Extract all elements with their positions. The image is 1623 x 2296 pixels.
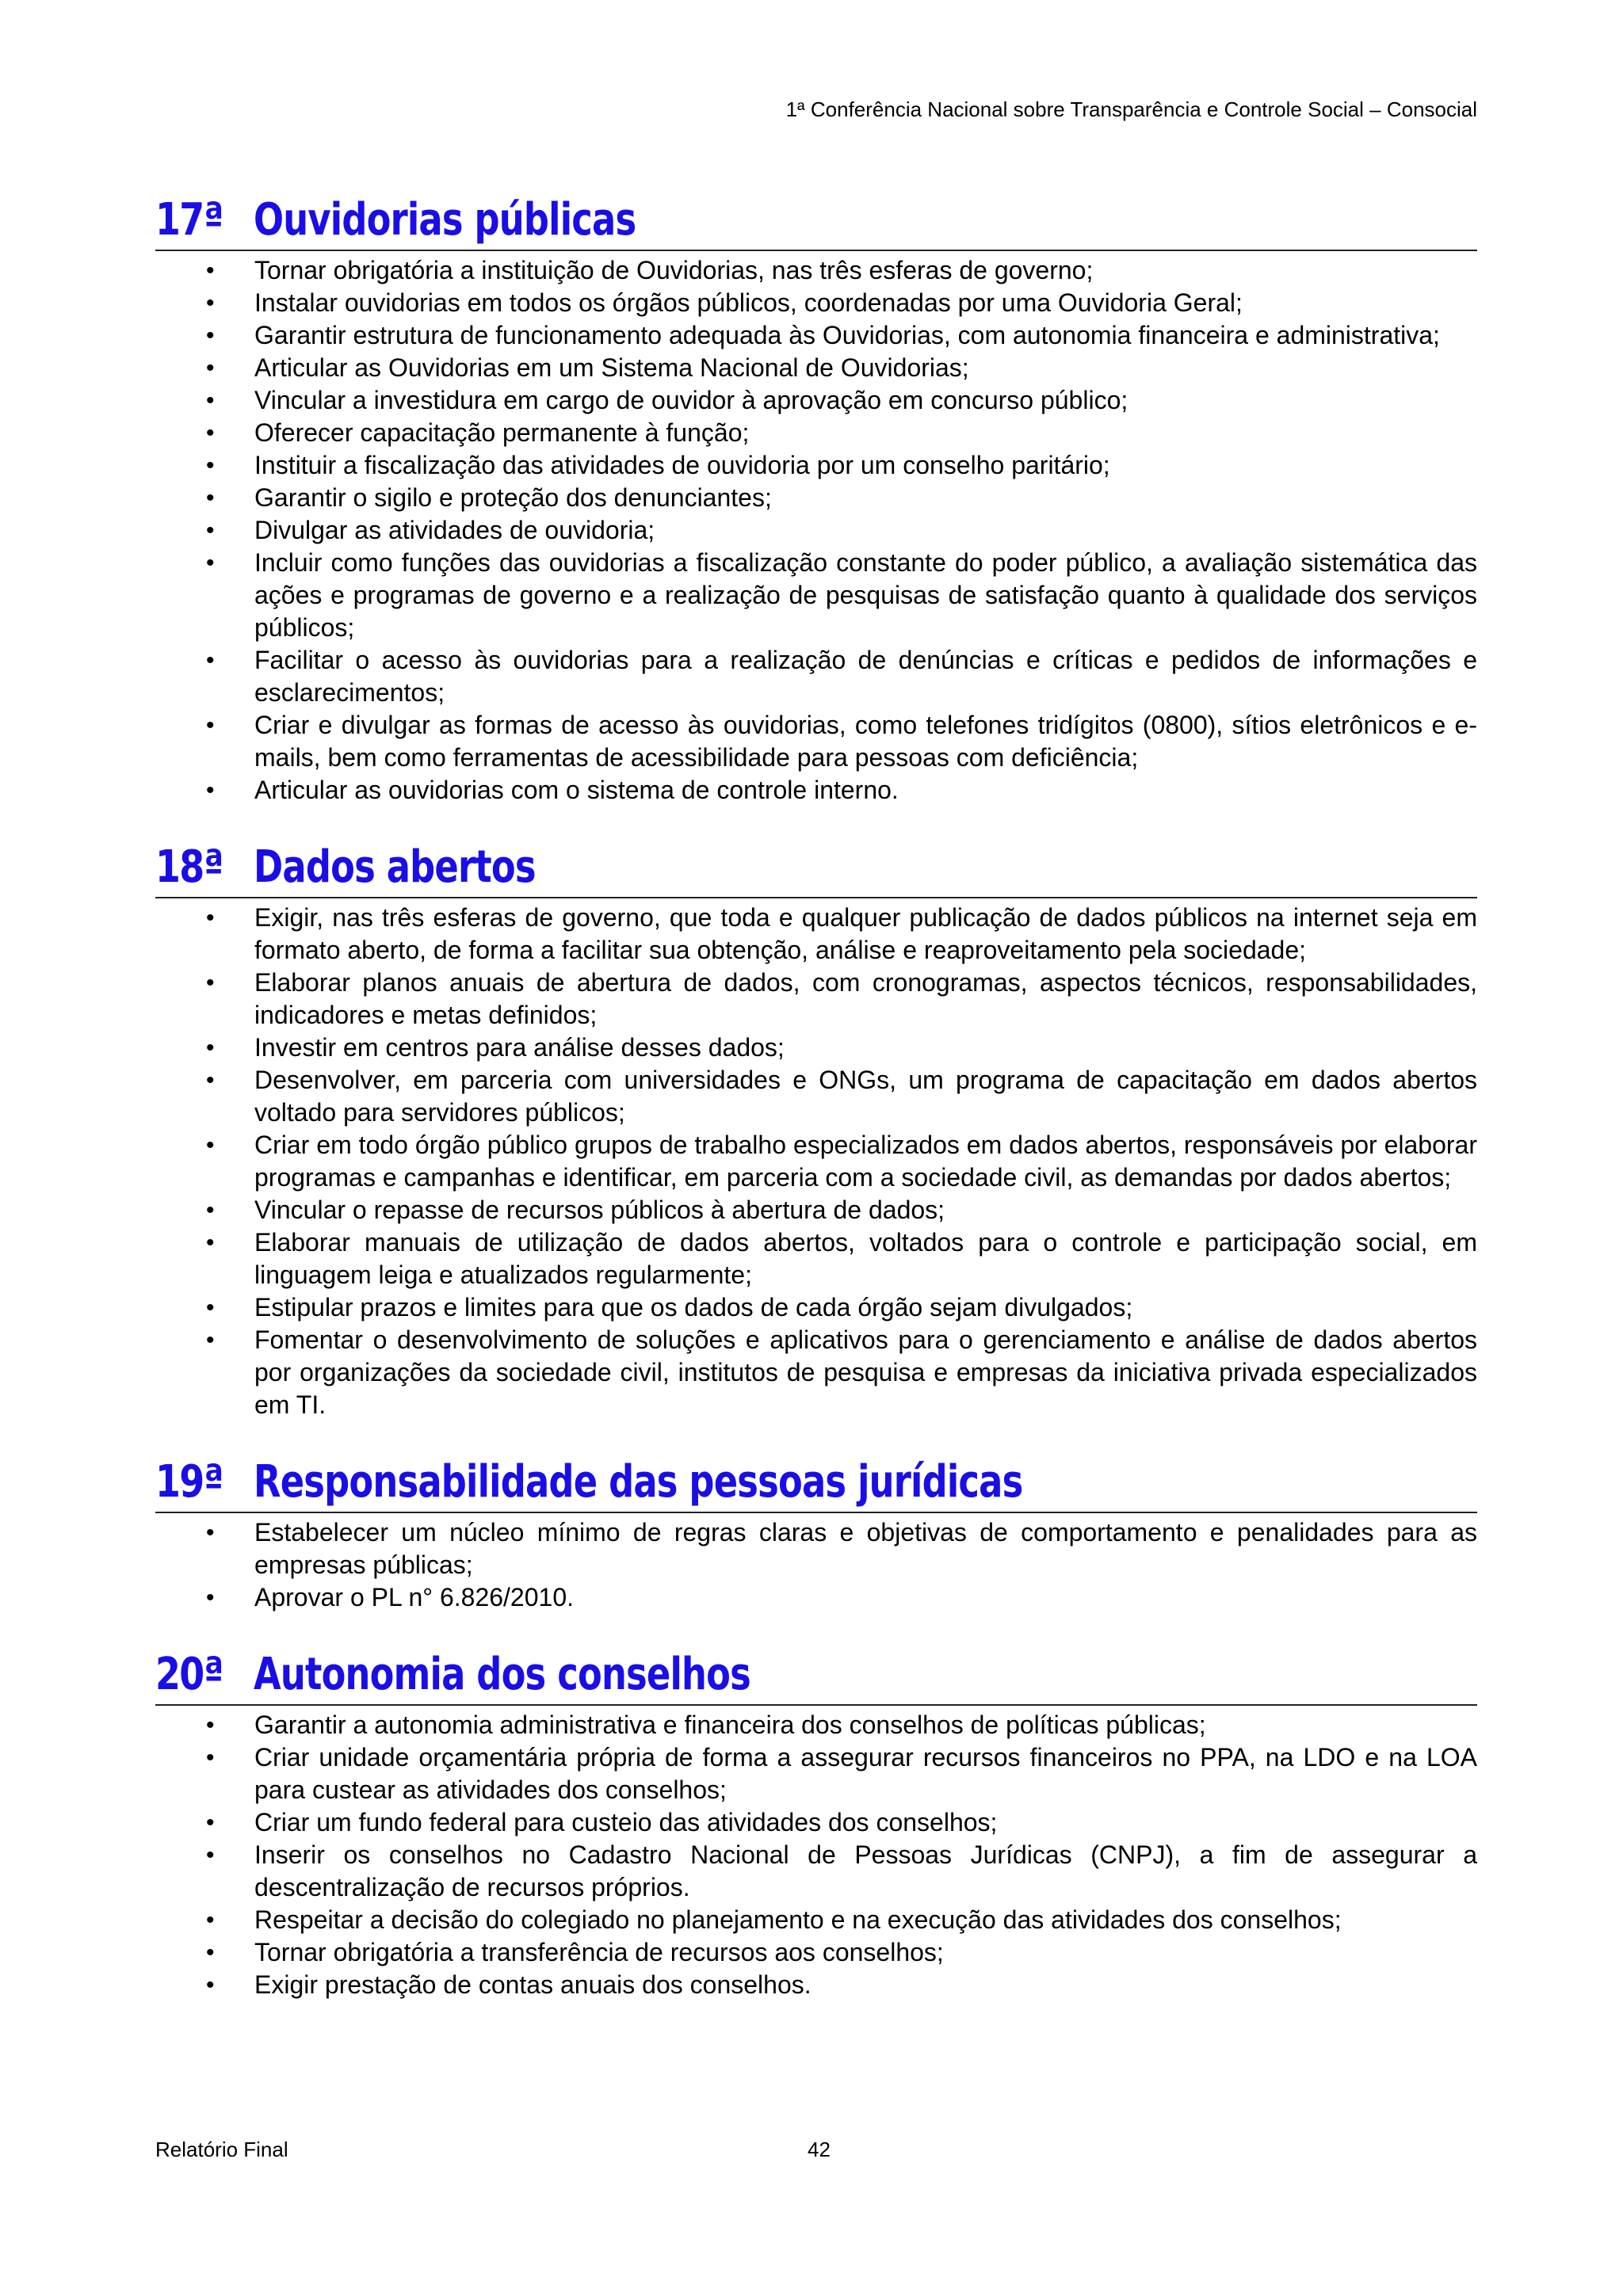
bullet-icon: •: [206, 970, 215, 996]
list-item: • Oferecer capacitação permanente à função;: [155, 417, 1477, 449]
list-item: • Fomentar o desenvolvimento de soluções e aplicativos para o gerenciamento e análise de dados abertos por organizações da sociedade civil, institutos de pesquisa e empresas da iniciativa privada especializados em TI.: [206, 1325, 1477, 1419]
bullet-icon: •: [206, 355, 215, 381]
section-number: 19ª: [155, 1456, 223, 1508]
section-number: 18ª: [155, 841, 223, 893]
page-footer: [155, 2137, 1477, 2168]
section-dados-abertos: [155, 840, 1477, 1421]
list-item: • Facilitar o acesso às ouvidorias para a realização de denúncias e críticas e pedidos de informações e esclarecimentos;: [206, 646, 1477, 707]
list-item: • Estipular prazos e limites para que os dados de cada órgão sejam divulgados;: [155, 1291, 1477, 1324]
list-item: • Aprovar o PL n° 6.826/2010.: [155, 1581, 1477, 1614]
bullet-icon: •: [206, 712, 215, 738]
list-item: • Investir em centros para análise desses dados;: [155, 1032, 1477, 1064]
section-heading: [155, 193, 1477, 251]
list-item: • Criar em todo órgão público grupos de trabalho especializados em dados abertos, responsáveis por elaborar programas e campanhas e identificar, em parceria com a sociedade civil, as demandas por dados abertos;: [206, 1131, 1477, 1192]
list-item: • Divulgar as atividades de ouvidoria;: [155, 514, 1477, 547]
section-autonomia: [155, 1647, 1477, 2001]
list-item: • Vincular a investidura em cargo de ouvidor à aprovação em concurso público;: [155, 384, 1477, 417]
section-title: Autonomia dos conselhos: [254, 1649, 750, 1700]
bullet-icon: •: [206, 1712, 215, 1738]
bullet-icon: •: [206, 1939, 215, 1966]
list-item: • Exigir prestação de contas anuais dos conselhos.: [155, 1969, 1477, 2001]
list-item: • Elaborar manuais de utilização de dados abertos, voltados para o controle e participação social, em linguagem leiga e atualizados regularmente;: [206, 1228, 1477, 1289]
section-heading: [155, 1647, 1477, 1706]
bullet-icon: •: [206, 1842, 215, 1868]
list-item: • Respeitar a decisão do colegiado no planejamento e na execução das atividades dos conselhos;: [155, 1904, 1477, 1936]
list-item: • Garantir estrutura de funcionamento adequada às Ouvidorias, com autonomia financeira e administrativa;: [155, 319, 1477, 352]
bullet-icon: •: [206, 257, 215, 284]
bullet-icon: •: [206, 1067, 215, 1093]
bullet-icon: •: [206, 1230, 215, 1256]
bullet-icon: •: [206, 1810, 215, 1836]
bullet-icon: •: [206, 485, 215, 511]
bullet-icon: •: [206, 1132, 215, 1158]
list-item: • Incluir como funções das ouvidorias a fiscalização constante do poder público, a avaliação sistemática das ações e programas de governo e a realização de pesquisas de satisfação quanto à qualidade dos serviços públicos;: [206, 548, 1477, 642]
bullet-icon: •: [206, 1295, 215, 1321]
bullet-icon: •: [206, 1520, 215, 1546]
bullet-icon: •: [206, 452, 215, 479]
bullet-icon: •: [206, 1585, 215, 1611]
section-title: Responsabilidade das pessoas jurídicas: [254, 1456, 1023, 1508]
list-item: • Garantir a autonomia administrativa e financeira dos conselhos de políticas públicas;: [155, 1709, 1477, 1741]
list-item: • Exigir, nas três esferas de governo, que toda e qualquer publicação de dados públicos na internet seja em formato aberto, de forma a facilitar sua obtenção, análise e reaproveitamento pela sociedade;: [206, 903, 1477, 964]
list-item: • Instalar ouvidorias em todos os órgãos públicos, coordenadas por uma Ouvidoria Geral;: [155, 287, 1477, 319]
list-item: • Instituir a fiscalização das atividades de ouvidoria por um conselho paritário;: [155, 449, 1477, 482]
bullet-icon: •: [206, 905, 215, 931]
bullet-list: [155, 1516, 1477, 1614]
bullet-icon: •: [206, 1327, 215, 1353]
section-title: Ouvidorias públicas: [254, 194, 636, 246]
list-item: • Vincular o repasse de recursos públicos à abertura de dados;: [155, 1194, 1477, 1226]
page-number: 42: [808, 2138, 831, 2161]
list-item: • Inserir os conselhos no Cadastro Nacional de Pessoas Jurídicas (CNPJ), a fim de assegurar a descentralização de recursos próprios.: [206, 1840, 1477, 1901]
list-item: • Estabelecer um núcleo mínimo de regras claras e objetivas de comportamento e penalidades para as empresas públicas;: [206, 1518, 1477, 1579]
list-item: • Garantir o sigilo e proteção dos denunciantes;: [155, 482, 1477, 514]
section-number: 20ª: [155, 1649, 223, 1700]
bullet-icon: •: [206, 1907, 215, 1933]
list-item: • Desenvolver, em parceria com universidades e ONGs, um programa de capacitação em dados abertos voltado para servidores públicos;: [206, 1066, 1477, 1127]
bullet-icon: •: [206, 550, 215, 576]
footer-document-title: Relatório Final: [155, 2138, 288, 2161]
bullet-list: [155, 254, 1477, 807]
list-item: • Criar um fundo federal para custeio das atividades dos conselhos;: [155, 1806, 1477, 1839]
section-title: Dados abertos: [254, 841, 536, 893]
list-item: • Criar unidade orçamentária própria de forma a assegurar recursos financeiros no PPA, na LDO e na LOA para custear as atividades dos conselhos;: [206, 1743, 1477, 1804]
section-ouvidorias: [155, 193, 1477, 807]
bullet-icon: •: [206, 1972, 215, 1998]
bullet-icon: •: [206, 517, 215, 543]
list-item: • Tornar obrigatória a transferência de recursos aos conselhos;: [155, 1936, 1477, 1969]
bullet-list: [155, 1709, 1477, 2001]
bullet-icon: •: [206, 290, 215, 316]
bullet-icon: •: [206, 1035, 215, 1061]
bullet-icon: •: [206, 1745, 215, 1771]
page-header: 1ª Conferência Nacional sobre Transparência e Controle Social – Consocial: [785, 97, 1477, 121]
list-item: • Articular as Ouvidorias em um Sistema Nacional de Ouvidorias;: [155, 352, 1477, 384]
section-heading: [155, 840, 1477, 898]
bullet-icon: •: [206, 420, 215, 446]
document-body: [155, 193, 1477, 2035]
section-responsabilidade: [155, 1455, 1477, 1614]
list-item: • Elaborar planos anuais de abertura de dados, com cronogramas, aspectos técnicos, responsabilidades, indicadores e metas definidos;: [206, 968, 1477, 1029]
section-heading: [155, 1455, 1477, 1513]
bullet-icon: •: [206, 777, 215, 803]
list-item: • Criar e divulgar as formas de acesso às ouvidorias, como telefones tridígitos (0800), sítios eletrônicos e e-mails, bem como ferramentas de acessibilidade para pessoas com deficiência;: [206, 711, 1477, 772]
bullet-icon: •: [206, 1197, 215, 1223]
bullet-icon: •: [206, 647, 215, 673]
list-item: • Articular as ouvidorias com o sistema de controle interno.: [155, 774, 1477, 807]
bullet-list: [155, 902, 1477, 1421]
list-item: • Tornar obrigatória a instituição de Ouvidorias, nas três esferas de governo;: [155, 254, 1477, 287]
bullet-icon: •: [206, 322, 215, 349]
section-number: 17ª: [155, 194, 223, 246]
bullet-icon: •: [206, 387, 215, 414]
